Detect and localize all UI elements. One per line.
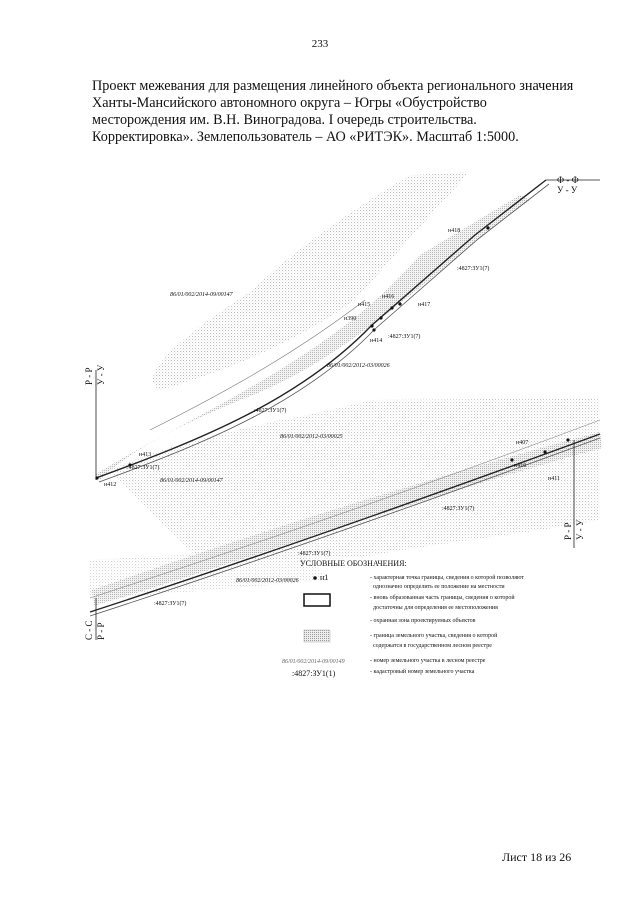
forest-register-label: 86/01/002/2014-09/00147 [170, 292, 233, 298]
point-label: н407 [516, 440, 529, 446]
parcel-label: :4827:ЗУ1(7) [154, 601, 187, 607]
section-label-rr-bottom: Р - Р [96, 622, 106, 640]
point-label: н410 [514, 463, 527, 469]
legend-item: - характерная точка границы, сведения о которой позволяют [370, 575, 524, 581]
legend-boundary-symbol [304, 594, 330, 606]
boundary-point [486, 226, 489, 229]
legend-item: - кадастровый номер земельного участка [370, 669, 475, 675]
point-label: н417 [418, 302, 431, 308]
point-label: н390 [344, 316, 357, 322]
boundary-point [390, 306, 393, 309]
boundary-point [543, 450, 546, 453]
boundary-point [566, 438, 569, 441]
legend-item: достаточны для определения ее местоположения [373, 605, 498, 611]
point-label: н416 [382, 294, 395, 300]
legend-item: - граница земельного участка, сведения о которой [370, 633, 498, 639]
sheet-number: Лист 18 из 26 [502, 850, 572, 864]
legend-forest-sample: 86/01/002/2014-09/00149 [282, 659, 345, 665]
boundary-point [398, 302, 401, 305]
forest-register-label: 86/01/002/2012-03/00025 [280, 434, 343, 440]
legend-point-label: н1 [320, 573, 329, 582]
forest-register-label: 86/01/002/2012-03/00026 [327, 363, 390, 369]
legend-item: - вновь образованная часть границы, сведения о которой [370, 595, 515, 601]
parcel-label: :4827:ЗУ1(7) [298, 551, 331, 557]
legend-cadastral-sample: :4827:ЗУ1(1) [292, 669, 336, 678]
point-label: н412 [104, 482, 117, 488]
section-label-uu-right: У - У [575, 519, 585, 540]
title-line: месторождения им. В.Н. Виноградова. I очередь строительства. [92, 112, 477, 128]
point-label: н414 [370, 338, 383, 344]
parcel-label: :4827:ЗУ1(7) [388, 334, 421, 340]
forest-register-label: 86/01/002/2012-03/00026 [236, 578, 299, 584]
boundary-point [510, 458, 513, 461]
section-label-ff: Ф - Ф [557, 175, 579, 185]
section-label-rr-right: Р - Р [563, 522, 573, 540]
legend-point-symbol [313, 576, 317, 580]
legend-item: однозначно определить ее положение на местности [373, 584, 505, 590]
parcel-label: :4827:ЗУ1(7) [127, 465, 160, 471]
title-line: Проект межевания для размещения линейного объекта регионального значения [92, 78, 574, 94]
boundary-point [379, 316, 382, 319]
legend-item: - номер земельного участка в лесном реестре [370, 658, 486, 664]
legend-heading: УСЛОВНЫЕ ОБОЗНАЧЕНИЯ: [300, 559, 407, 568]
boundary-point [95, 476, 98, 479]
page-number: 233 [311, 38, 329, 50]
point-label: н415 [358, 302, 371, 308]
parcel-label: :4827:ЗУ1(7) [457, 266, 490, 272]
legend-protection-zone-symbol [304, 630, 330, 642]
section-label-rr: Р - Р [84, 367, 94, 385]
legend-item: - охранная зона проектируемых объектов [370, 618, 476, 624]
title-line: Ханты-Мансийского автономного округа – Югры «Обустройство [92, 95, 487, 111]
point-label: н413 [139, 452, 152, 458]
boundary-point [372, 328, 375, 331]
boundary-point [370, 324, 373, 327]
legend-item: содержатся в государственном лесном реестре [373, 643, 492, 649]
parcel-label: :4827:ЗУ1(7) [254, 408, 287, 414]
forest-register-label: 86/01/002/2014-09/00147 [160, 478, 223, 484]
section-label-cc: С - С [84, 620, 94, 640]
section-label-uu-left: У - У [96, 364, 106, 385]
title-line: Корректировка». Землепользователь – АО «РИТЭК». Масштаб 1:5000. [92, 129, 519, 145]
parcel-label: :4827:ЗУ1(7) [442, 506, 475, 512]
point-label: н411 [548, 476, 560, 482]
section-label-uu: У - У [557, 185, 578, 195]
point-label: н418 [448, 228, 461, 234]
